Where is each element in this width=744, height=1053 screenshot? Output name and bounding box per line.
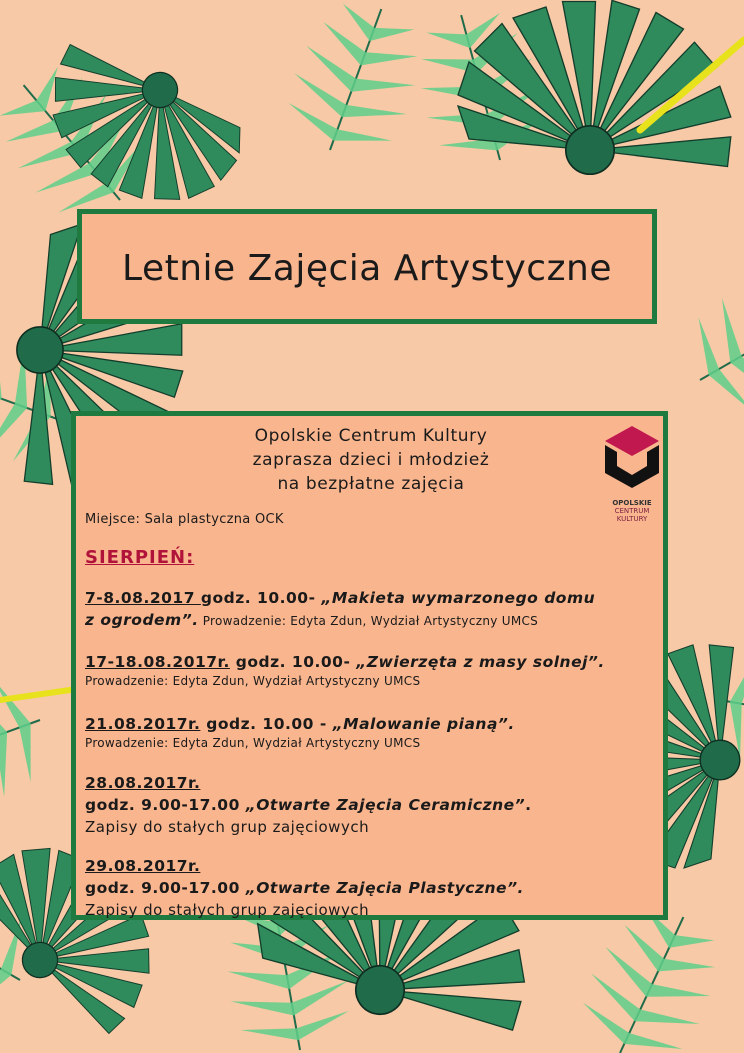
event-title-cont: z ogrodem”. xyxy=(85,611,199,629)
event-note: Zapisy do stałych grup zajęciowych xyxy=(85,901,370,919)
event-title: „Otwarte Zajęcia Ceramiczne” xyxy=(245,796,526,814)
month-heading: SIERPIEŃ: xyxy=(85,547,195,568)
event-item xyxy=(85,713,655,751)
event-title: „Otwarte Zajęcia Plastyczne”. xyxy=(245,879,524,897)
intro-text xyxy=(76,424,666,496)
logo-line-3: KULTURY xyxy=(616,515,648,523)
event-leader: Prowadzenie: Edyta Zdun, Wydział Artystyczny UMCS xyxy=(198,614,539,628)
logo-line-2: CENTRUM xyxy=(614,507,650,515)
ock-logo-text xyxy=(597,499,667,523)
event-date: 29.08.2017r. xyxy=(85,857,201,875)
poster-title: Letnie Zajęcia Artystyczne xyxy=(122,248,612,289)
event-time: godz. 10.00- xyxy=(200,589,322,607)
event-title: „Malowanie pianą”. xyxy=(332,715,515,733)
event-date: 21.08.2017r. xyxy=(85,715,201,733)
event-time: godz. 9.00-17.00 xyxy=(85,879,246,897)
title-banner xyxy=(77,209,657,324)
event-time: godz. 10.00 - xyxy=(200,715,333,733)
event-title: „Zwierzęta z masy solnej”. xyxy=(356,653,605,671)
intro-line-1: Opolskie Centrum Kultury xyxy=(254,426,488,446)
event-date: 7-8.08.2017 xyxy=(85,589,201,607)
event-item xyxy=(85,772,655,838)
intro-line-2: zaprasza dzieci i młodzież xyxy=(252,450,490,470)
event-date: 17-18.08.2017r. xyxy=(85,653,230,671)
event-date: 28.08.2017r. xyxy=(85,774,201,792)
event-item xyxy=(85,855,655,921)
event-item xyxy=(85,587,655,632)
info-panel xyxy=(71,411,668,920)
intro-line-3: na bezpłatne zajęcia xyxy=(277,474,465,494)
location: Miejsce: Sala plastyczna OCK xyxy=(85,512,284,527)
event-title-tail: . xyxy=(525,796,532,814)
event-item xyxy=(85,651,655,689)
event-leader: Prowadzenie: Edyta Zdun, Wydział Artystyczny UMCS xyxy=(85,736,421,750)
event-title: „Makieta wymarzonego domu xyxy=(321,589,596,607)
event-note: Zapisy do stałych grup zajęciowych xyxy=(85,818,370,836)
ock-logo xyxy=(597,423,667,533)
event-time: godz. 10.00- xyxy=(229,653,357,671)
event-time: godz. 9.00-17.00 xyxy=(85,796,246,814)
event-leader: Prowadzenie: Edyta Zdun, Wydział Artystyczny UMCS xyxy=(85,674,421,688)
ock-logo-icon xyxy=(597,423,667,498)
logo-line-1: OPOLSKIE xyxy=(612,499,652,507)
